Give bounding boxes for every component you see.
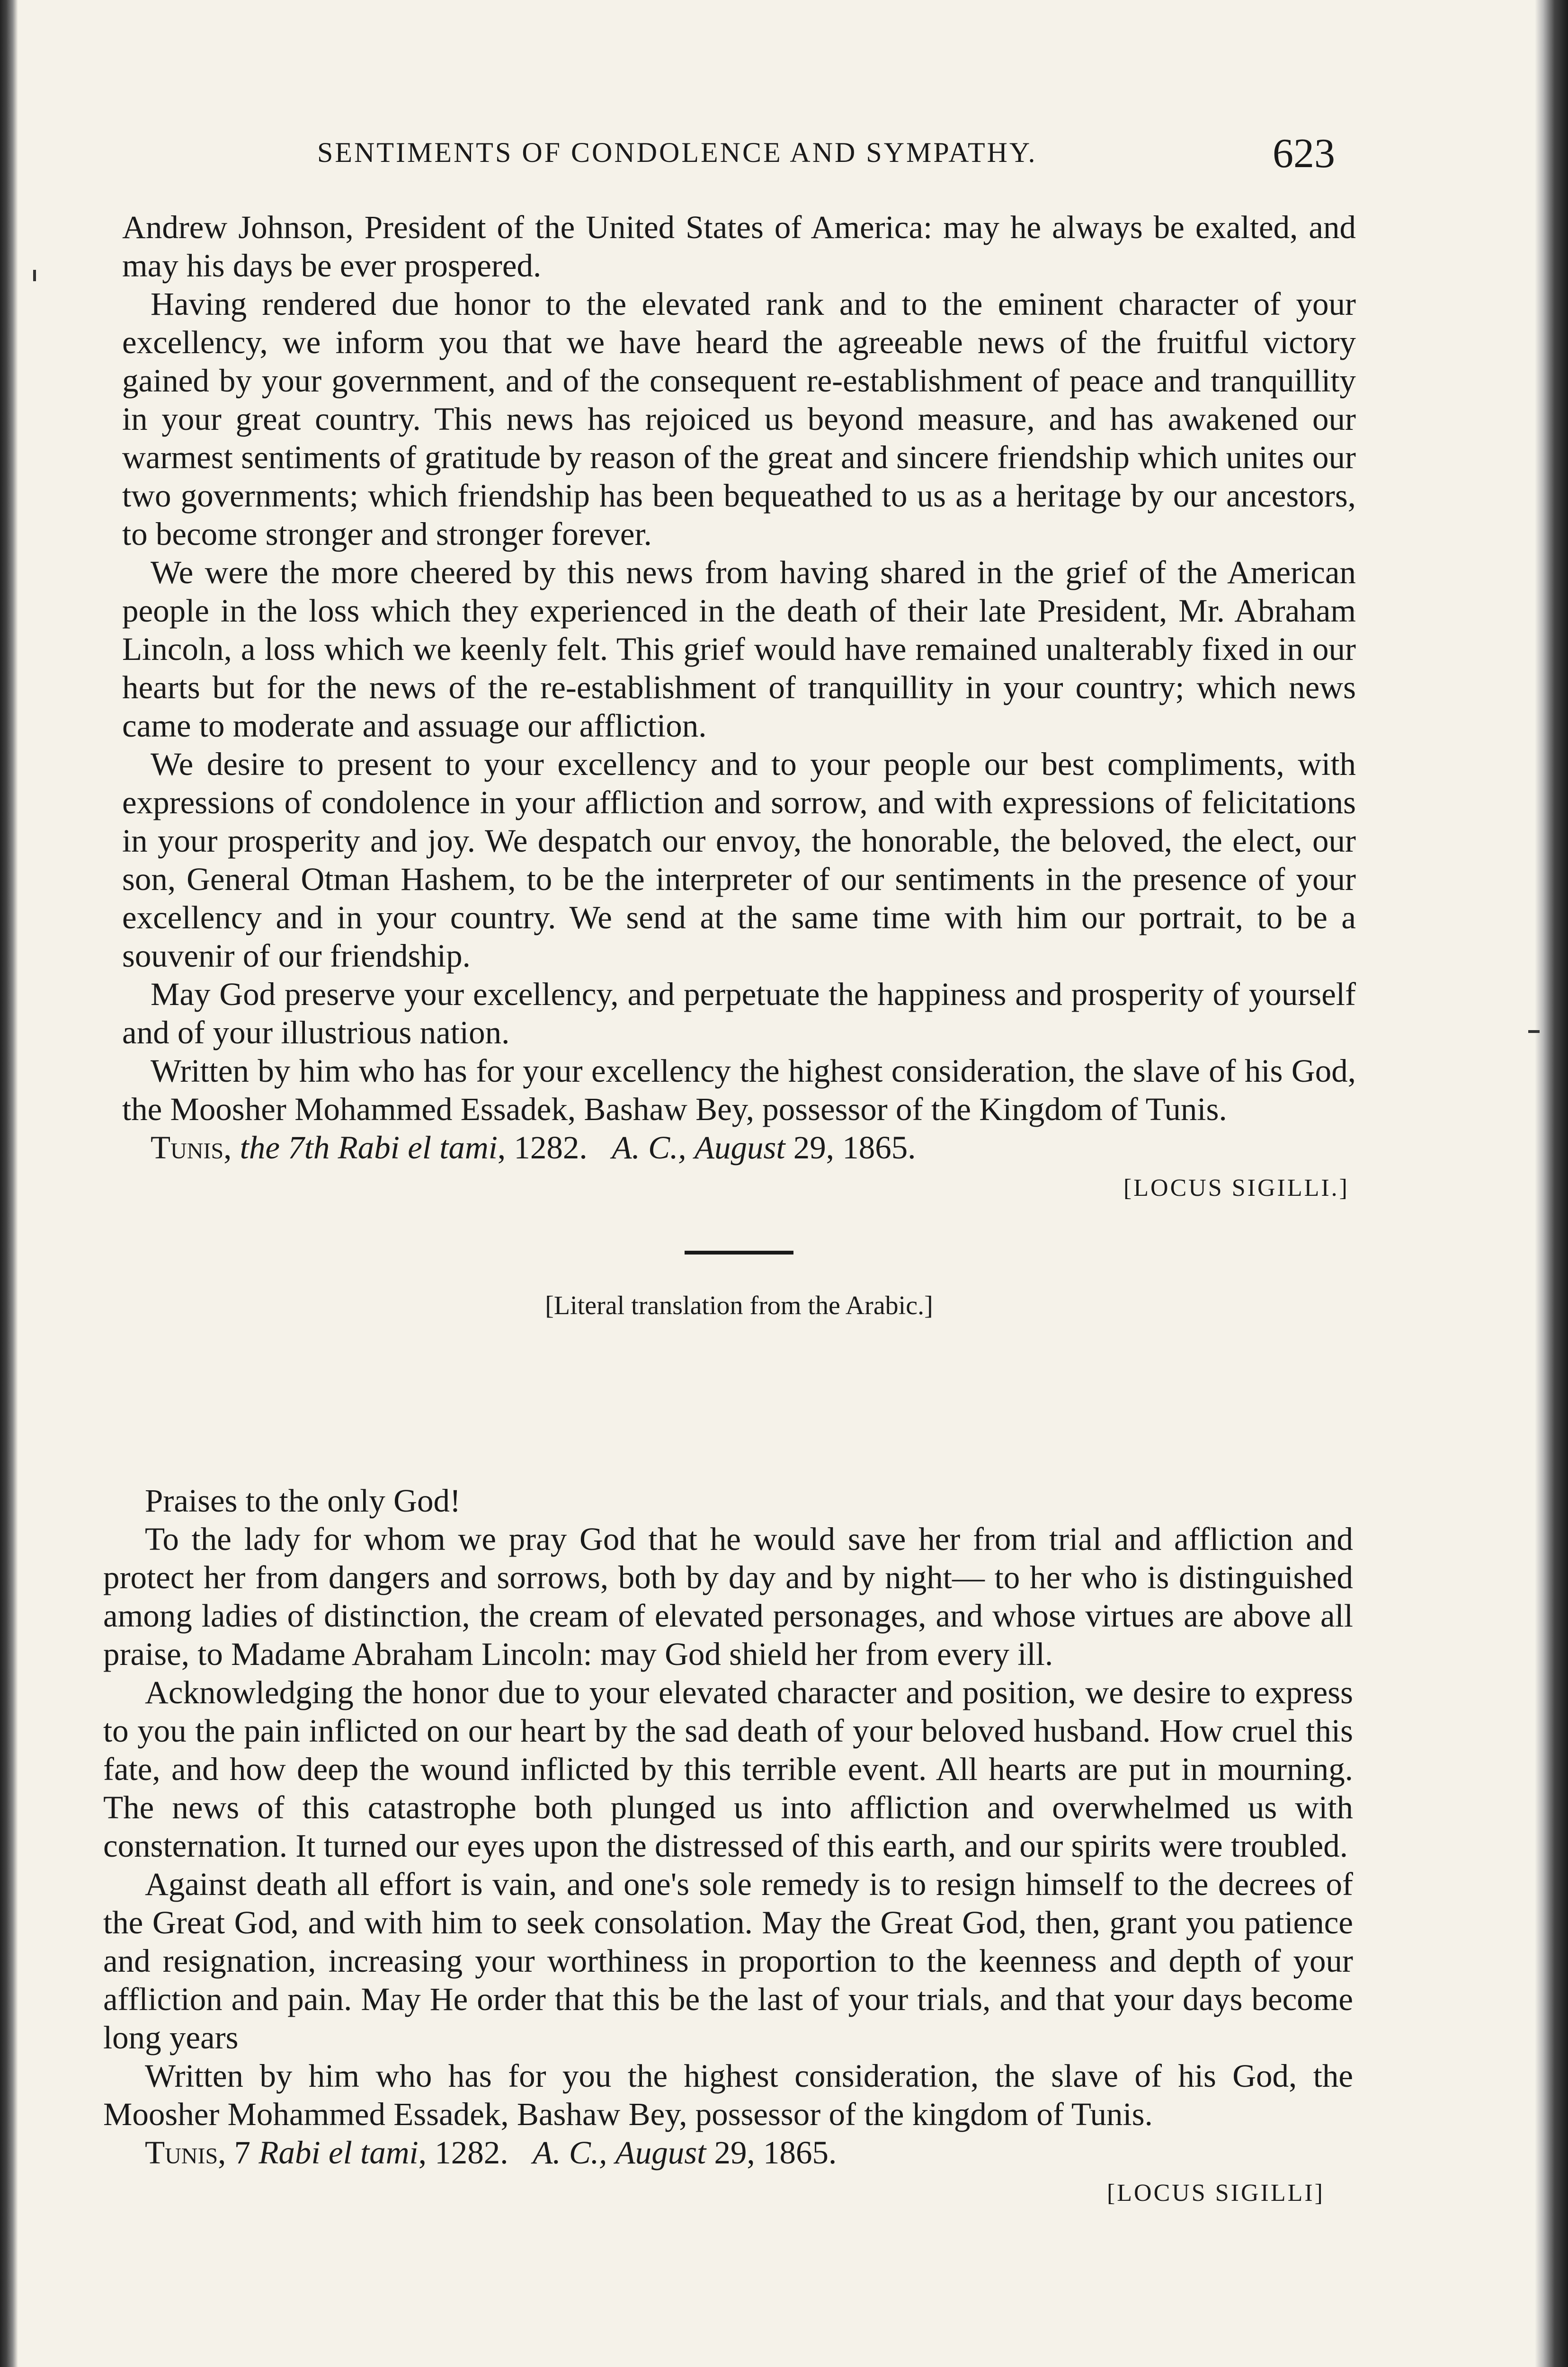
paragraph: Acknowledging the honor due to your elevated character and position, we desire to express to you the pain inflicted on our heart by the sad death of your beloved husband. How cruel this fate, and how deep the wound inflicted by this terrible event. All hearts are put in mourning. The news of this catastrophe both plunged us into affliction and overwhelmed us with consternation. It turned our eyes upon the distressed of this earth, and our spirits were troubled.	[103, 1674, 1353, 1864]
dateline-hijri: Rabi el tami	[258, 2135, 419, 2171]
paragraph: Against death all effort is vain, and one's sole remedy is to resign himself to the decrees of the Great God, and with him to seek consolation. May the Great God, then, grant you patience and resignation, increasing your worthiness in proportion to the keenness and depth of your affliction and pain. May He order that this be the last of your trials, and that your days become long years	[103, 1866, 1353, 2056]
section-divider	[685, 1251, 793, 1255]
paragraph: We were the more cheered by this news from having shared in the grief of the American people in the loss which they experienced in the death of their late President, Mr. Abraham Lincoln, a loss which we keenly felt. This grief would have remained unalterably fixed in our hearts but for the news of the re-establishment of tranquillity in your country; which news came to moderate and assuage our affliction.	[122, 554, 1356, 744]
running-head: SENTIMENTS OF CONDOLENCE AND SYMPATHY.	[317, 137, 1037, 168]
page-number: 623	[1273, 131, 1335, 177]
dateline: Tunis, 7 Rabi el tami, 1282. A. C., August 29, 1865.	[145, 2135, 837, 2171]
seal-mark: [LOCUS SIGILLI.]	[1123, 1175, 1349, 1201]
dateline-day-year: 29, 1865.	[793, 1130, 916, 1166]
paragraph: May God preserve your excellency, and perpetuate the happiness and prosperity of yourself and of your illustrious nation.	[122, 976, 1356, 1050]
dateline-month: August	[694, 1130, 785, 1166]
dateline-place: Tunis	[151, 1130, 224, 1166]
paragraph: Praises to the only God!	[145, 1483, 461, 1519]
dateline-ac: A. C.,	[533, 2135, 607, 2171]
letter-to-mrs-lincoln	[103, 1482, 1353, 2212]
dateline: Tunis, the 7th Rabi el tami, 1282. A. C., August 29, 1865.	[151, 1130, 916, 1166]
letter-to-president	[122, 208, 1356, 1357]
dateline-ac: A. C.,	[612, 1130, 686, 1166]
translation-note: [Literal translation from the Arabic.]	[545, 1291, 933, 1320]
page-left-edge	[0, 0, 18, 2367]
paragraph: Written by him who has for your excellency the highest consideration, the slave of his God, the Moosher Mohammed Essadek, Bashaw Bey, possessor of the Kingdom of Tunis.	[122, 1053, 1356, 1127]
paragraph: Written by him who has for you the highest consideration, the slave of his God, the Moosher Mohammed Essadek, Bashaw Bey, possessor of the kingdom of Tunis.	[103, 2058, 1353, 2132]
dateline-hijri-year: 1282.	[514, 1130, 588, 1166]
paragraph: We desire to present to your excellency and to your people our best compliments, with expressions of condolence in your affliction and sorrow, and with expressions of felicitations in your prosperity and joy. We despatch our envoy, the honorable, the beloved, the elect, our son, General Otman Hashem, to be the interpreter of our sentiments in the presence of your excellency and in your country. We send at the same time with him our portrait, to be a souvenir of our friendship.	[122, 746, 1356, 974]
dateline-day-year: 29, 1865.	[714, 2135, 837, 2171]
dateline-hijri-year: 1282.	[435, 2135, 508, 2171]
page-header	[114, 133, 1335, 189]
margin-mark	[1528, 1030, 1540, 1033]
dateline-place: Tunis	[145, 2135, 218, 2171]
page-right-edge	[1535, 0, 1568, 2367]
paragraph: To the lady for whom we pray God that he would save her from trial and affliction and protect her from dangers and sorrows, both by day and by night— to her who is distinguished among ladies of distinction, the cream of elevated personages, and whose virtues are above all praise, to Madame Abraham Lincoln: may God shield her from every ill.	[103, 1521, 1353, 1672]
dateline-hijri: the 7th Rabi el tami	[240, 1130, 498, 1166]
dateline-month: August	[615, 2135, 706, 2171]
margin-mark	[33, 270, 36, 281]
dateline-day: 7	[234, 2135, 251, 2171]
paragraph: Having rendered due honor to the elevated rank and to the eminent character of your excellency, we inform you that we have heard the agreeable news of the fruitful victory gained by your government, and of the consequent re-establishment of peace and tranquillity in your great country. This news has rejoiced us beyond measure, and has awakened our warmest sentiments of gratitude by reason of the great and sincere friendship which unites our two governments; which friendship has been bequeathed to us as a heritage by our ancestors, to become stronger and stronger forever.	[122, 286, 1356, 552]
seal-mark: [LOCUS SIGILLI]	[1106, 2180, 1325, 2207]
paragraph: Andrew Johnson, President of the United States of America: may he always be exalted, and may his days be ever prospered.	[122, 209, 1356, 284]
